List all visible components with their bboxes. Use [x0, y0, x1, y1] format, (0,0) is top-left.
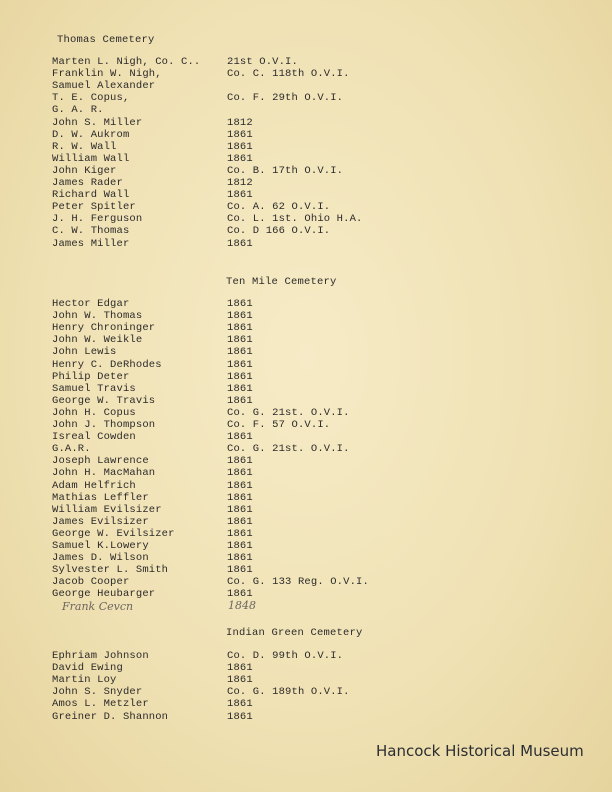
list-item — [52, 528, 592, 540]
list-item — [52, 576, 592, 588]
list-item — [52, 177, 592, 189]
service-unit: 1861 — [227, 310, 253, 323]
service-unit: Co. G. 21st. O.V.I. — [227, 406, 350, 419]
service-unit: 1861 — [227, 152, 253, 165]
service-unit: 1861 — [227, 370, 253, 383]
person-name: James Evilsizer — [52, 515, 149, 528]
service-unit: Co. F. 57 O.V.I. — [227, 419, 331, 431]
list-item — [52, 359, 592, 371]
list-item — [52, 104, 592, 116]
service-unit: Co. G. 133 Reg. O.V.I. — [227, 576, 369, 589]
list-item — [52, 431, 592, 443]
person-name: Ephriam Johnson — [52, 650, 149, 662]
service-unit: 1812 — [227, 177, 253, 189]
list-item — [52, 56, 592, 68]
service-unit: 1861 — [227, 382, 253, 395]
service-unit: 1861 — [227, 564, 253, 577]
service-unit: 1861 — [227, 674, 253, 687]
list-item — [52, 395, 592, 407]
list-item — [52, 117, 592, 129]
list-item — [52, 686, 592, 698]
list-item — [52, 540, 592, 552]
service-unit: 1861 — [227, 710, 253, 723]
person-name: Samuel K.Lowery — [52, 540, 149, 552]
person-name: Mathias Leffler — [52, 491, 149, 504]
list-item — [52, 419, 592, 431]
person-name: G. A. R. — [52, 104, 104, 117]
service-unit: 1861 — [227, 334, 253, 347]
person-name: David Ewing — [52, 662, 123, 675]
list-item — [52, 504, 592, 516]
service-unit: 1861 — [227, 515, 253, 528]
service-unit: 1861 — [227, 479, 253, 492]
section-title-ten-mile: Ten Mile Cemetery — [226, 276, 337, 288]
list-item — [52, 516, 592, 528]
service-unit: 1861 — [227, 128, 253, 141]
list-item — [52, 552, 592, 564]
service-unit: Co. D 166 O.V.I. — [227, 225, 331, 238]
list-item — [52, 310, 592, 322]
service-unit: 1861 — [227, 394, 253, 407]
list-item — [52, 201, 592, 213]
service-unit: 1861 — [227, 431, 253, 444]
person-name: John W. Weikle — [52, 334, 143, 347]
person-name: Joseph Lawrence — [52, 455, 149, 468]
list-item — [52, 298, 592, 310]
list-item — [52, 371, 592, 383]
service-unit: Co. F. 29th O.V.I. — [227, 92, 344, 105]
person-name: John J. Thompson — [52, 419, 156, 431]
list-item — [52, 213, 592, 225]
museum-watermark: Hancock Historical Museum — [376, 742, 584, 760]
list-item — [52, 467, 592, 479]
list-item — [52, 92, 592, 104]
service-unit: Co. C. 118th O.V.I. — [227, 68, 350, 81]
list-item — [52, 225, 592, 237]
person-name: Greiner D. Shannon — [52, 710, 169, 723]
person-name: Henry C. DeRhodes — [52, 358, 162, 371]
service-unit: Co. L. 1st. Ohio H.A. — [227, 213, 363, 226]
list-item — [52, 564, 592, 576]
list-item — [52, 80, 592, 92]
list-item — [52, 68, 592, 80]
list-item — [52, 322, 592, 334]
list-item — [52, 153, 592, 165]
list-item — [52, 480, 592, 492]
person-name: T. E. Copus, — [52, 92, 130, 105]
service-unit: 1861 — [227, 346, 253, 359]
person-name: John H. MacMahan — [52, 467, 156, 480]
service-unit: 1861 — [227, 503, 253, 516]
list-item — [52, 346, 592, 358]
service-unit: Co. B. 17th O.V.I. — [227, 164, 344, 177]
list-item — [52, 407, 592, 419]
person-name: Adam Helfrich — [52, 479, 136, 492]
service-unit: 1861 — [227, 467, 253, 480]
service-unit: 1861 — [227, 588, 253, 601]
person-name: John W. Thomas — [52, 310, 143, 323]
person-name: Martin Loy — [52, 674, 117, 687]
list-item — [52, 650, 592, 662]
list-item — [52, 189, 592, 201]
service-unit: 21st O.V.I. — [227, 56, 298, 68]
list-item — [52, 492, 592, 504]
person-name: John Lewis — [52, 346, 117, 359]
person-name: G.A.R. — [52, 443, 91, 456]
person-name: John Kiger — [52, 164, 117, 177]
person-name: Philip Deter — [52, 370, 130, 383]
service-unit: 1861 — [227, 237, 253, 250]
service-unit: 1861 — [227, 322, 253, 335]
person-name: Franklin W. Nigh, — [52, 68, 162, 81]
person-name: Samuel Travis — [52, 382, 136, 395]
person-name: R. W. Wall — [52, 140, 117, 153]
person-name: William Wall — [52, 152, 130, 165]
person-name: William Evilsizer — [52, 503, 162, 516]
person-name: D. W. Aukrom — [52, 128, 130, 141]
person-name: James Rader — [52, 177, 123, 189]
list-item — [52, 334, 592, 346]
person-name: Henry Chroninger — [52, 322, 156, 335]
person-name: Amos L. Metzler — [52, 698, 149, 711]
service-unit: 1861 — [227, 491, 253, 504]
service-unit: Co. G. 189th O.V.I. — [227, 686, 350, 699]
list-item — [52, 662, 592, 674]
service-unit: 1861 — [227, 698, 253, 711]
person-name: Richard Wall — [52, 189, 130, 202]
person-name: Sylvester L. Smith — [52, 564, 169, 577]
list-item — [52, 141, 592, 153]
person-name: Peter Spitler — [52, 201, 136, 214]
service-unit: 1861 — [227, 189, 253, 202]
list-item — [52, 455, 592, 467]
person-name: George W. Evilsizer — [52, 527, 175, 540]
list-item — [52, 165, 592, 177]
service-unit: 1861 — [227, 455, 253, 468]
person-name: James D. Wilson — [52, 552, 149, 565]
list-item — [52, 238, 592, 250]
list-item — [52, 383, 592, 395]
section-title-indian-green: Indian Green Cemetery — [226, 627, 363, 639]
service-unit: 1861 — [227, 662, 253, 675]
service-unit: 1861 — [227, 540, 253, 552]
person-name: Isreal Cowden — [52, 431, 136, 444]
service-unit: 1861 — [227, 552, 253, 565]
list-item — [52, 711, 592, 723]
service-unit: 1861 — [227, 298, 253, 310]
service-unit: 1861 — [227, 527, 253, 540]
person-name: Marten L. Nigh, Co. C.. — [52, 56, 201, 68]
handwritten-name: Frank Cevcn — [62, 600, 134, 613]
person-name: Samuel Alexander — [52, 80, 156, 93]
list-item — [52, 443, 592, 455]
person-name: George W. Travis — [52, 394, 156, 407]
person-name: Jacob Cooper — [52, 576, 130, 589]
section-title-thomas: Thomas Cemetery — [57, 34, 155, 46]
person-name: John S. Snyder — [52, 686, 143, 699]
list-item — [52, 129, 592, 141]
service-unit: 1861 — [227, 358, 253, 371]
person-name: C. W. Thomas — [52, 225, 130, 238]
handwritten-year: 1848 — [228, 599, 256, 612]
person-name: J. H. Ferguson — [52, 213, 143, 226]
service-unit: 1861 — [227, 140, 253, 153]
list-item — [52, 674, 592, 686]
person-name: Hector Edgar — [52, 298, 130, 310]
person-name: John S. Miller — [52, 116, 143, 129]
person-name: George Heubarger — [52, 588, 156, 601]
service-unit: Co. A. 62 O.V.I. — [227, 201, 331, 214]
person-name: James Miller — [52, 237, 130, 250]
person-name: John H. Copus — [52, 406, 136, 419]
service-unit: Co. G. 21st. O.V.I. — [227, 443, 350, 456]
service-unit: Co. D. 99th O.V.I. — [227, 650, 344, 662]
list-item — [52, 588, 592, 600]
list-item — [52, 698, 592, 710]
service-unit: 1812 — [227, 116, 253, 129]
